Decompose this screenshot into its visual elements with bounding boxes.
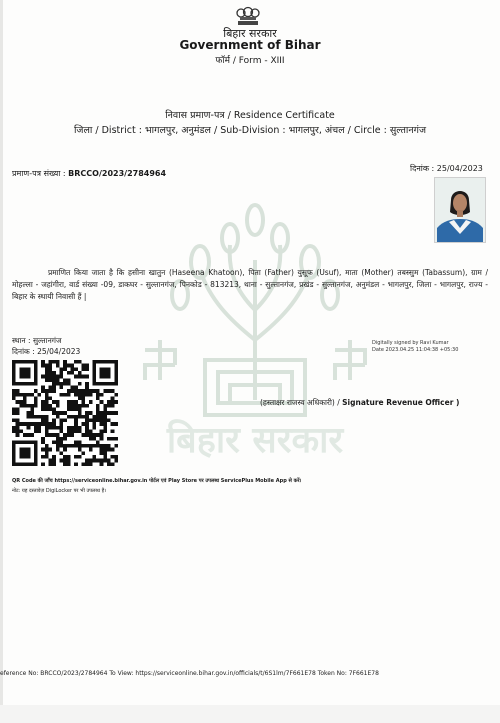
qr-code-icon <box>12 360 118 466</box>
certificate-title: निवास प्रमाण-पत्र / Residence Certificate <box>165 110 335 121</box>
certificate-date <box>410 163 483 174</box>
certificate-number-value: BRCCO/2023/2784964 <box>68 169 167 178</box>
dept-english: Government of Bihar <box>179 38 321 52</box>
signature-hindi: (हस्ताक्षर राजस्व अधिकारी) / <box>260 398 340 407</box>
certificate-date-value: 25/04/2023 <box>436 164 483 173</box>
government-emblem-icon <box>233 5 263 27</box>
signature-english: Signature Revenue Officer ) <box>342 398 460 407</box>
certificate-body-text: प्रमाणित किया जाता है कि हसीना खातुन (Haseena Khatoon), पिता (Father) युसूफ (Usuf), माता (Mother) तबस्सुम (Tabassum), ग्राम / मोहल्ला - जहांगीरा, वार्ड संख्या -09, डाकघर - सुल्तानगंज, पिनकोड - 813213, थाना - सुल्तानगंज, प्रखंड - सुल्तानगंज, अनुमंडल - भागलपुर, जिला - भागलपुर, राज्य - बिहार के स्थायी निवासी हैं | <box>12 268 488 301</box>
issue-date <box>12 347 80 357</box>
issue-date-value: 25/04/2023 <box>37 347 81 356</box>
issue-date-label: दिनांक : <box>12 347 35 356</box>
signature-block <box>260 398 459 408</box>
qr-verification-note: QR Code की जाँच https://serviceonline.bihar.gov.in पोर्टल एवं Play Store पर उपलब्ध ServicePlus Mobile App से करें। <box>12 478 302 484</box>
place <box>12 336 62 346</box>
district-value: भागलपुर, <box>145 125 179 136</box>
person-photo-icon <box>435 178 485 242</box>
dept-hindi: बिहार सरकार <box>223 27 277 40</box>
watermark-text: बिहार सरकार <box>166 420 344 461</box>
form-label: फॉर्म / Form - XIII <box>215 56 285 66</box>
scan-bottom-edge <box>0 705 500 723</box>
place-label: स्थान : <box>12 336 31 345</box>
district-label: जिला / District : <box>73 125 142 136</box>
watermark-tree-emblem-icon <box>110 190 400 480</box>
place-value: सुल्तानगंज <box>32 336 62 345</box>
certificate-number <box>12 168 166 179</box>
subdivision-label: अनुमंडल / Sub-Division : <box>181 125 286 136</box>
circle-value: सुल्तानगंज <box>389 125 427 136</box>
applicant-photo <box>434 177 486 243</box>
reference-footer: eference No: BRCCO/2023/2784964 To View: https://serviceonline.bihar.gov.in/officials/t/6S1lm/7F661E78 Token No: 7F661E78 <box>0 670 379 677</box>
certificate-number-label: प्रमाण-पत्र संख्या : <box>12 169 66 178</box>
digital-signature-line1: Digitally signed by Ravi Kumar <box>372 340 449 346</box>
digilocker-note: नोट: यह दस्तावेज़ DigiLocker पर भी उपलब्ध है। <box>12 488 107 494</box>
digital-signature-line2: Date 2023.04.25 11:04:38 +05:30 <box>372 347 459 353</box>
circle-label: अंचल / Circle : <box>324 125 387 136</box>
digital-signature-stamp <box>372 340 458 354</box>
subdivision-value: भागलपुर, <box>288 125 322 136</box>
jurisdiction-line <box>0 123 500 136</box>
certificate-date-label: दिनांक : <box>410 164 435 173</box>
